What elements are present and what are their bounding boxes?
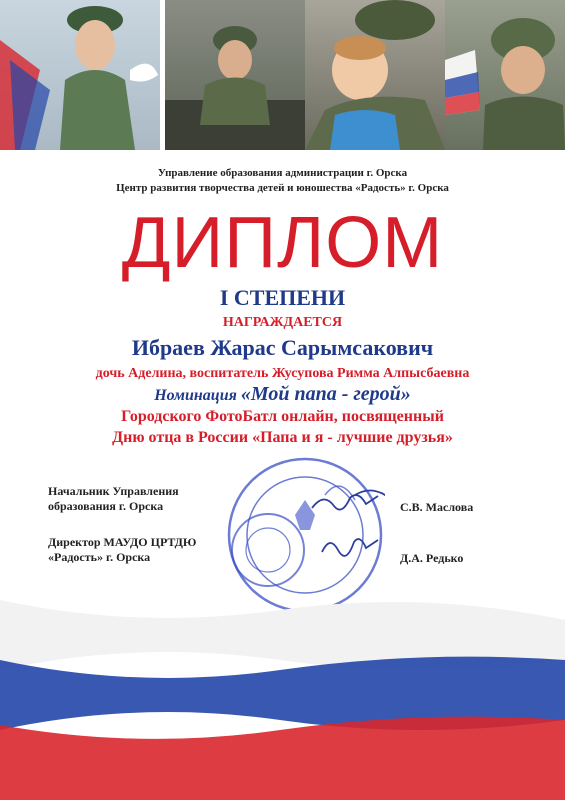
signatory-1-name: С.В. Маслова: [400, 500, 474, 514]
soldier-portrait-photo: [445, 0, 565, 150]
diploma-title: ДИПЛОМ: [121, 203, 444, 283]
signatory-1-title-line2: образования г. Орска: [48, 499, 164, 513]
recipient-name: Ибраев Жарас Сарымсакович: [131, 335, 434, 360]
russian-flag-decoration: [0, 600, 565, 800]
issuer-line-2: Центр развития творчества детей и юношества «Радость» г. Орска: [116, 182, 449, 194]
documents-stamp-icon: [228, 510, 308, 590]
signatory-1-title-line1: Начальник Управления: [48, 484, 179, 498]
soldier-in-vehicle-photo: [165, 0, 305, 150]
soldier-with-dove-photo: [0, 0, 160, 150]
father-hugging-child-photo: [305, 0, 445, 150]
signatory-2-title: [48, 535, 196, 565]
issuer-line-1: Управление образования администрации г. Орска: [157, 167, 408, 179]
signatory-2-title-line1: Директор МАУДО ЦРТДЮ: [48, 535, 197, 549]
recipient-details: дочь Аделина, воспитатель Жусупова Римма Алпысбаевна: [95, 366, 470, 381]
signature-2-icon: [320, 530, 380, 560]
signatory-1-title: [48, 484, 179, 514]
nomination-value: «Мой папа - герой»: [240, 383, 411, 405]
nomination-label: Номинация: [154, 387, 237, 404]
awarded-label: НАГРАЖДАЕТСЯ: [222, 315, 343, 330]
event-line-2: Дню отца в России «Папа и я - лучшие друзья»: [112, 429, 453, 446]
event-line-1: Городского ФотоБатл онлайн, посвященный: [121, 408, 444, 425]
nomination: [0, 383, 565, 406]
diploma-degree: I СТЕПЕНИ: [219, 285, 346, 310]
signatory-2-name: Д.А. Редько: [400, 551, 464, 565]
signatory-2-title-line2: «Радость» г. Орска: [48, 550, 151, 564]
photo-banner: [0, 0, 565, 150]
signature-1-icon: [310, 488, 380, 518]
